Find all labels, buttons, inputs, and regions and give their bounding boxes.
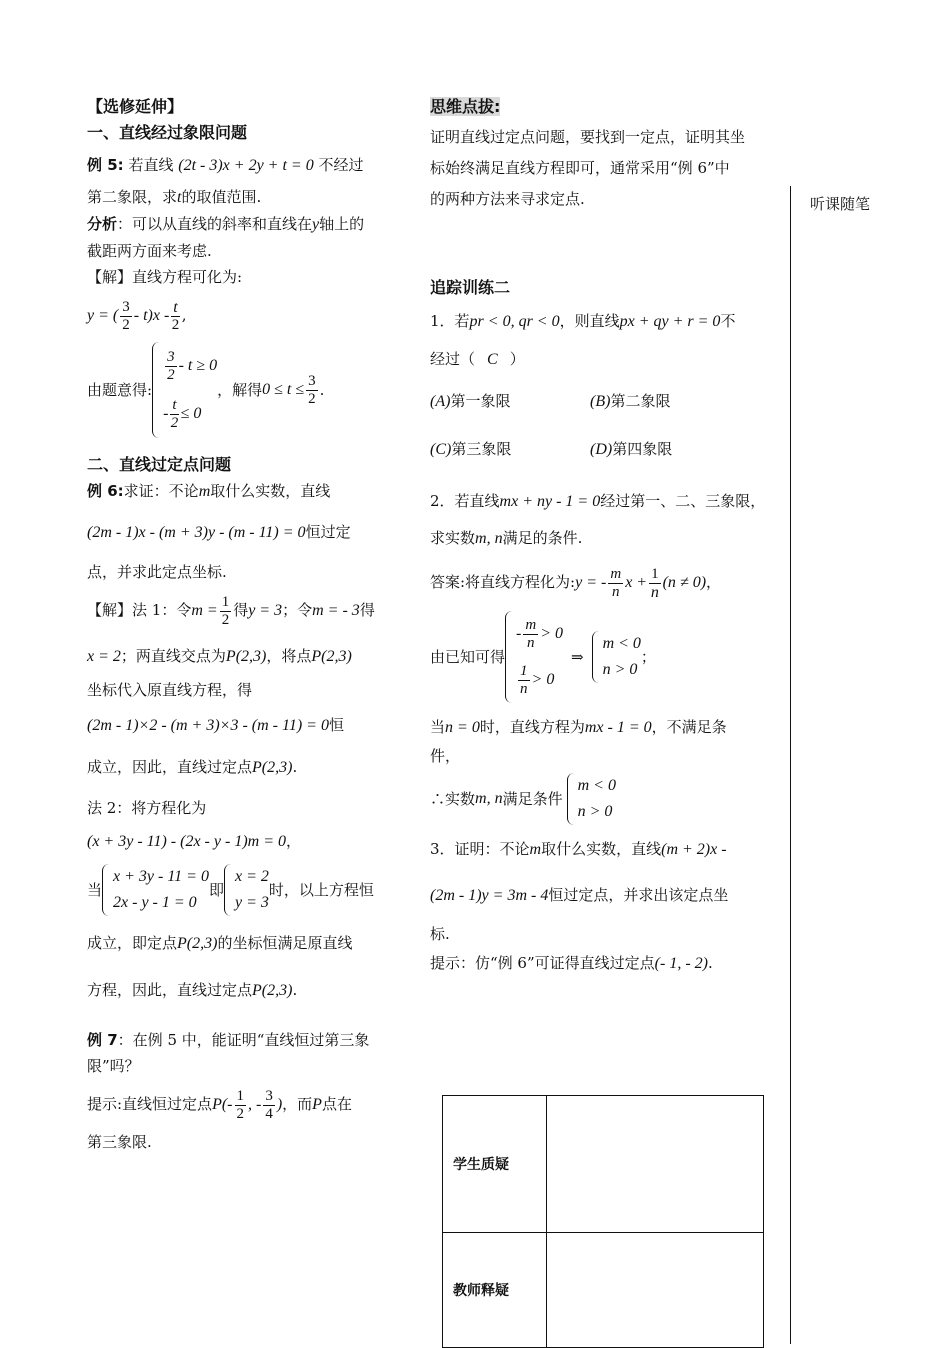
inequality-system: [152, 342, 217, 438]
ineq: > 0: [531, 670, 555, 688]
denominator: n: [527, 634, 535, 651]
fraction: [518, 663, 530, 698]
text: 恒过定: [305, 523, 351, 541]
text: 经过第一、二、三象限，: [600, 492, 766, 510]
text: 即: [208, 881, 224, 899]
eq: y = -: [575, 574, 607, 591]
ineq: ≤ 0: [180, 404, 202, 422]
fraction: [165, 349, 177, 384]
fraction: [170, 397, 178, 432]
text: 不: [720, 312, 736, 330]
option-b-text: 第二象限: [610, 392, 671, 410]
solution6-line3: 坐标代入原直线方程，得: [87, 681, 253, 699]
text: 成立，因此，直线过定点: [87, 758, 253, 776]
denominator: 2: [122, 316, 130, 333]
system-row-1: [516, 617, 563, 652]
think-line3: 的两种方法来寻求定点.: [430, 190, 585, 208]
solution5-equation: [87, 290, 405, 340]
student-question-label: 学生质疑: [443, 1096, 547, 1233]
eq-part: ,: [181, 306, 187, 324]
text: 第二象限，求: [87, 188, 178, 206]
example5-line2: [87, 184, 405, 211]
fraction: [120, 299, 132, 334]
q1-options-row2: [430, 425, 785, 473]
text: ，不满足条: [651, 718, 727, 736]
margin-divider-line: [790, 186, 791, 1344]
think-line2: 标始终满足直线方程即可，通常采用“例 6”中: [430, 159, 730, 177]
solution-label: 【解】: [87, 268, 133, 286]
text: 答案:将直线方程化为:: [430, 573, 576, 591]
text: 由已知可得: [430, 648, 506, 666]
text: 时，以上方程恒: [268, 881, 374, 899]
var-y: y: [312, 216, 320, 233]
part2-title: 二、直线过定点问题: [87, 455, 232, 474]
text: 3．证明：不论: [430, 840, 530, 858]
text: 提示:直线恒过定点: [87, 1095, 213, 1113]
option-c-text: 第三象限: [451, 440, 512, 458]
text: 不经过: [318, 156, 364, 174]
text: 当: [87, 881, 103, 899]
q1-line2: [430, 341, 785, 377]
fraction: [523, 617, 538, 652]
numerator: 1: [520, 662, 528, 679]
point-part: ): [276, 1096, 283, 1113]
numerator: 3: [265, 1087, 273, 1104]
denominator: n: [650, 583, 659, 601]
method2-line4: [87, 967, 405, 1013]
teacher-answer-label: 教师释疑: [443, 1233, 547, 1348]
numerator: 1: [221, 593, 230, 610]
text: ，: [706, 573, 722, 591]
method2-label: 法 2：将方程化为: [87, 799, 207, 817]
q3-line3: 标.: [430, 925, 450, 943]
minus: -: [163, 404, 169, 422]
option-b: [590, 377, 670, 426]
text: 2．若直线: [430, 492, 500, 510]
system-rows: [516, 611, 563, 703]
brace: [224, 864, 231, 916]
example7-line2: 限”吗？: [87, 1057, 140, 1075]
method2-system-line: [87, 861, 405, 919]
numerator: 1: [651, 565, 659, 582]
eq: x = 2: [87, 648, 121, 665]
text: 得: [359, 601, 375, 619]
text: ，而: [282, 1095, 313, 1113]
system-rows: [578, 773, 616, 825]
text: 直线方程可化为:: [132, 268, 243, 286]
eq: mx - 1 = 0: [584, 719, 652, 736]
q2-line-when: [430, 711, 785, 743]
point: P(2,3): [311, 648, 352, 665]
ineq: > 0: [540, 624, 563, 642]
system-row-2: [516, 663, 563, 698]
text: ：在例 5 中，能证明“直线恒过第三象: [117, 1031, 370, 1049]
denominator: n: [612, 583, 620, 600]
part1-title: 一、直线经过象限问题: [87, 123, 248, 142]
denominator: n: [520, 680, 528, 697]
solution6-line5: [87, 747, 405, 787]
vars: m, n: [475, 790, 503, 807]
example7-label: 例 7: [87, 1031, 118, 1049]
text: .: [319, 381, 325, 399]
q1-answer: C: [487, 351, 498, 368]
eq-part: - t)x -: [133, 307, 170, 324]
text: 求证：不论: [123, 482, 199, 500]
text: ∴实数: [430, 790, 476, 808]
example7-line1: [87, 1027, 405, 1053]
numerator: 1: [236, 1087, 244, 1104]
fraction: [235, 1088, 247, 1123]
text: 得: [233, 601, 249, 619]
system-row: n > 0: [577, 803, 613, 820]
text: 当: [430, 718, 446, 736]
system-rows: [163, 342, 217, 438]
var-t: t: [177, 189, 182, 206]
var-m: m: [529, 841, 542, 858]
numerator: t: [173, 298, 178, 316]
analysis-line2: 截距两方面来考虑.: [87, 242, 212, 260]
numerator: t: [172, 396, 177, 413]
implies-arrow: ⇒: [570, 648, 584, 666]
brace: [102, 864, 109, 916]
example6-line2: [87, 505, 405, 559]
q2-line2: [430, 521, 785, 555]
var-m: m: [198, 483, 211, 500]
eq: n = 0: [445, 719, 480, 736]
text: 若直线: [128, 156, 174, 174]
q2-conclusion: [430, 769, 785, 829]
system-row: x = 2: [234, 868, 269, 885]
denominator: 2: [170, 414, 179, 431]
side-note-label: 听课随笔: [810, 195, 871, 213]
text: 满足的条件.: [502, 529, 583, 547]
numerator: 3: [167, 348, 175, 365]
table-row: [443, 1233, 764, 1348]
example6-label: 例 6:: [87, 482, 124, 500]
example7-hint: [87, 1079, 405, 1129]
example5-line1: [87, 146, 405, 184]
text: .: [292, 981, 298, 999]
system-row: x + 3y - 11 = 0: [113, 868, 209, 885]
text: 由题意得:: [87, 381, 153, 399]
think-line1: 证明直线过定点问题，要找到一定点，证明其坐: [430, 128, 746, 146]
text: ；两直线交点为: [120, 647, 226, 665]
text: 恒过定点，并求出该定点坐: [548, 886, 729, 904]
denominator: 2: [221, 611, 230, 628]
eq: (n ≠ 0): [662, 574, 707, 591]
example7-hint-end: 第三象限.: [87, 1133, 152, 1151]
inequality-system: [505, 611, 563, 703]
q2-line1: [430, 481, 785, 521]
system-row: m < 0: [577, 777, 616, 794]
option-d-text: 第四象限: [612, 440, 673, 458]
denominator: 2: [308, 390, 316, 407]
example5-equation: (2t - 3)x + 2y + t = 0: [178, 157, 314, 174]
solution6-line4: [87, 703, 405, 747]
fraction: [171, 299, 179, 334]
system-row: m < 0: [602, 635, 641, 652]
point: P(2,3): [252, 982, 293, 999]
condition-system: [567, 773, 616, 825]
option-a-text: 第一象限: [450, 392, 511, 410]
text: 轴上的: [319, 215, 365, 233]
left-column: [87, 92, 405, 1155]
fraction: [263, 1088, 275, 1123]
equation-system: [102, 864, 209, 916]
text: 取什么实数，直线: [541, 840, 662, 858]
point: P(2,3): [252, 759, 293, 776]
brace: [567, 773, 574, 825]
numerator: m: [610, 565, 622, 582]
option-b-label: (B): [590, 393, 611, 410]
text: 时，直线方程为: [479, 718, 585, 736]
teacher-answer-cell[interactable]: [547, 1233, 764, 1348]
text: 的取值范围.: [181, 188, 262, 206]
equation: (2m - 1)×2 - (m + 3)×3 - (m - 11) = 0: [87, 717, 329, 734]
text: 方程，因此，直线过定点: [87, 981, 253, 999]
table-row: [443, 1096, 764, 1233]
numerator: 3: [308, 372, 316, 389]
point: (- 1, - 2): [654, 955, 708, 972]
q2-answer-line: [430, 555, 785, 609]
q2-system-line: [430, 609, 785, 705]
system-rows: [113, 864, 209, 916]
section-title: 【选修延伸】: [87, 97, 184, 116]
equation: px + qy + r = 0: [619, 313, 721, 330]
fraction: [220, 594, 232, 629]
q2-line-cond: 件，: [430, 747, 461, 765]
text: ；: [640, 648, 656, 666]
eq: m = - 3: [312, 602, 360, 619]
brace: [592, 631, 599, 683]
numerator: 3: [122, 298, 130, 315]
system-row: 2x - y - 1 = 0: [113, 894, 197, 911]
q3-hint: [430, 947, 785, 979]
fraction: [649, 566, 661, 601]
think-title-row: [430, 94, 785, 120]
equation-part: (m + 2)x -: [661, 841, 727, 858]
equation-part: (2m - 1)y = 3m - 4: [430, 887, 549, 904]
text: 恒: [328, 716, 344, 734]
text: 满足条件: [502, 790, 563, 808]
equation: (x + 3y - 11) - (2x - y - 1)m = 0: [87, 833, 286, 850]
eq: y = 3: [248, 602, 283, 619]
example6-line1: [87, 478, 405, 505]
denominator: 2: [236, 1105, 244, 1122]
method2-equation: [87, 821, 405, 861]
var-P: P: [312, 1096, 322, 1113]
denominator: 4: [265, 1105, 273, 1122]
q3-line2: [430, 869, 785, 921]
point-part: , -: [248, 1096, 262, 1113]
solution6-line2: [87, 635, 405, 677]
fraction: [306, 373, 318, 408]
text: .: [707, 954, 713, 972]
vars: m, n: [475, 530, 503, 547]
system-rows: [235, 864, 269, 916]
brace: [505, 611, 512, 703]
example6-line3: 点，并求此定点坐标.: [87, 563, 227, 581]
solution5-system-line: [87, 340, 405, 440]
solution6-line1: [87, 585, 405, 635]
eq: m =: [191, 602, 218, 619]
analysis-line1: [87, 211, 405, 238]
solution-label: 【解】: [87, 601, 133, 619]
point: P(2,3): [177, 935, 218, 952]
right-column: [430, 92, 785, 979]
system-rows: [603, 631, 641, 683]
fraction: [608, 566, 623, 601]
text: 成立，即定点: [87, 934, 178, 952]
text: 的坐标恒满足原直线: [217, 934, 353, 952]
text: 求实数: [430, 529, 476, 547]
think-title: 思维点拔:: [430, 97, 501, 116]
option-a-label: (A): [430, 393, 451, 410]
text: ，解得: [217, 381, 263, 399]
option-c-label: (C): [430, 441, 452, 458]
system-row-2: [163, 397, 217, 432]
method2-line3: [87, 919, 405, 967]
text: ，则直线: [559, 312, 620, 330]
student-question-cell[interactable]: [547, 1096, 764, 1233]
solution-system: [224, 864, 269, 916]
condition: pr < 0, qr < 0: [469, 313, 560, 330]
q1-line1: [430, 301, 785, 341]
system-row: y = 3: [234, 894, 269, 911]
system-row-1: [163, 349, 217, 384]
text: 经过（: [430, 350, 476, 368]
option-d: [590, 425, 672, 474]
text: 法 1：令: [132, 601, 192, 619]
text: ；令: [282, 601, 313, 619]
result: 0 ≤ t ≤: [262, 381, 305, 398]
equation: mx + ny - 1 = 0: [499, 493, 601, 510]
example5-label: 例 5:: [87, 156, 124, 174]
option-d-label: (D): [590, 441, 613, 458]
q3-line1: [430, 829, 785, 869]
denominator: 2: [167, 366, 175, 383]
text: .: [292, 758, 298, 776]
example6-equation: (2m - 1)x - (m + 3)y - (m - 11) = 0: [87, 524, 306, 541]
text: ，: [286, 832, 302, 850]
denominator: 2: [171, 316, 180, 333]
qa-table: [442, 1095, 764, 1348]
point-part: P(-: [212, 1096, 233, 1113]
text: 1．若: [430, 312, 470, 330]
minus: -: [516, 624, 522, 642]
eq-part: y = (: [87, 307, 119, 324]
ineq: - t ≥ 0: [178, 356, 218, 374]
point: P(2,3): [225, 648, 267, 665]
eq: x +: [625, 574, 648, 591]
text: 提示：仿“例 6”可证得直线过定点: [430, 954, 655, 972]
track-title: 追踪训练二: [430, 278, 511, 297]
text: ，将点: [266, 647, 312, 665]
result-system: [592, 631, 641, 683]
text: ）: [509, 350, 525, 368]
text: 取什么实数，直线: [210, 482, 331, 500]
system-row: n > 0: [602, 661, 638, 678]
text: 点在: [321, 1095, 352, 1113]
analysis-label: 分析: [87, 215, 118, 233]
solution5-line1: [87, 264, 405, 290]
numerator: m: [525, 616, 537, 633]
brace: [152, 342, 159, 438]
q1-options-row1: [430, 377, 785, 425]
text: ：可以从直线的斜率和直线在: [117, 215, 313, 233]
